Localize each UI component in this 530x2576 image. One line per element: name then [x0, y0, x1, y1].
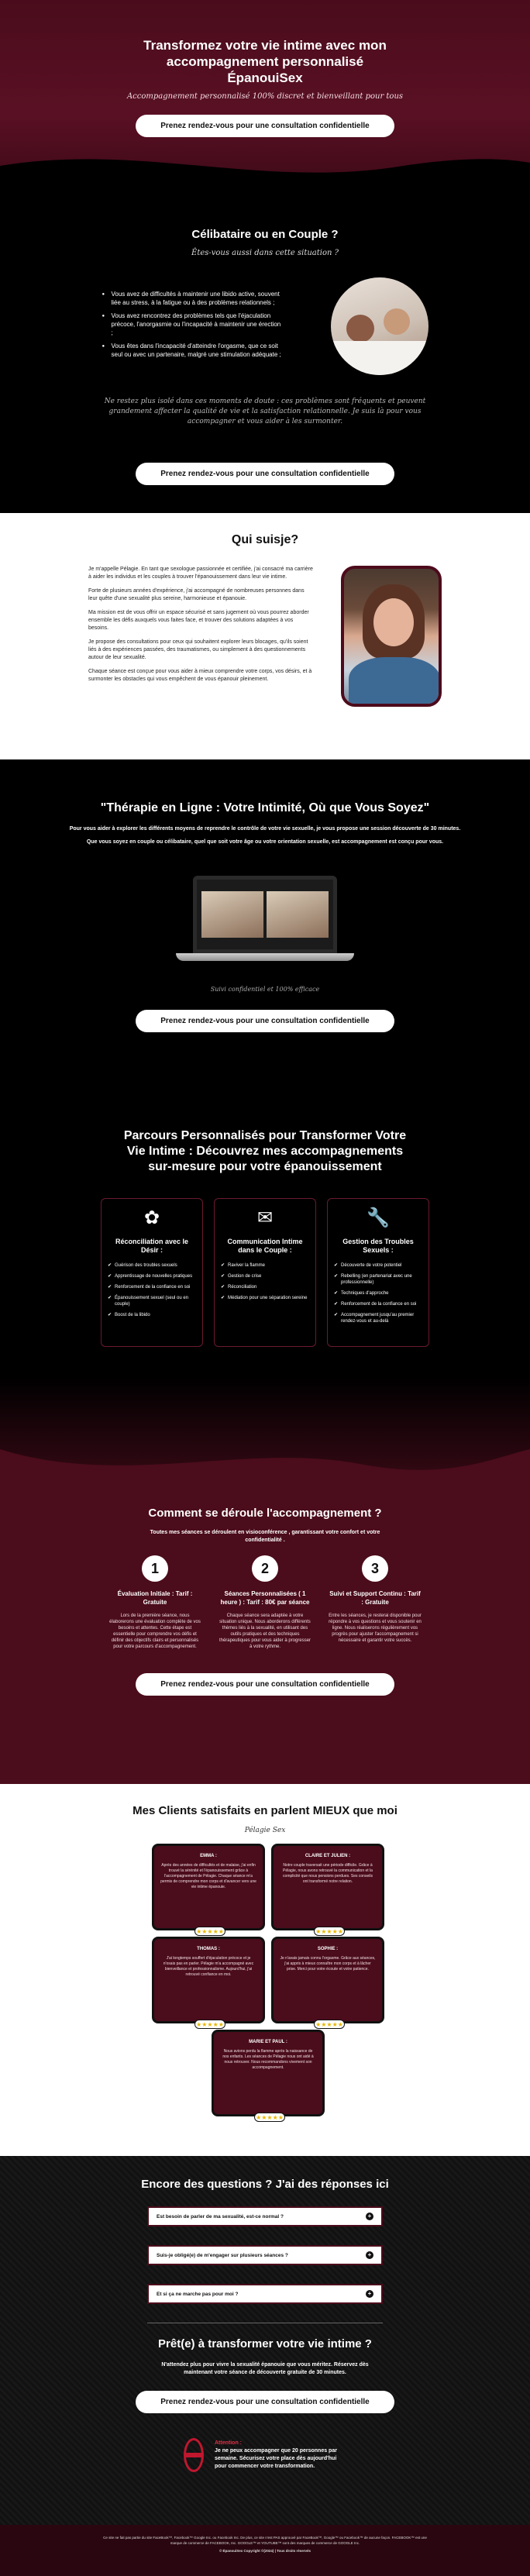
faq-question: Et si ça ne marche pas pour moi ?: [157, 2291, 239, 2297]
process-step: [108, 1555, 201, 1650]
step-number: 2: [252, 1555, 278, 1582]
faq-item[interactable]: [147, 2245, 383, 2265]
programs-section: [0, 1099, 530, 1496]
program-item: ✔ Réconciliation: [221, 1284, 309, 1290]
program-item: ✔ Rebelling (en partenariat avec une professionnelle): [334, 1273, 422, 1286]
process-cta-button[interactable]: Prenez rendez-vous pour une consultation confidentielle: [136, 1673, 394, 1696]
faq-question: Suis-je obligé(e) de m'engager sur plusieurs séances ?: [157, 2252, 288, 2258]
program-item: ✔ Épanouissement sexuel (seul ou en couple): [108, 1295, 196, 1307]
situation-bullet: ● Vous êtes dans l'incapacité d'atteindre l'orgasme, que ce soit seul ou avec un partenaire, malgré une stimulation adéquate ;: [102, 342, 284, 359]
therapist-portrait: [341, 566, 442, 707]
step-number: 1: [142, 1555, 168, 1582]
about-section: [0, 513, 530, 759]
rating-stars: ★★★★★: [194, 2020, 225, 2029]
program-item: ✔ Découverte de votre potentiel: [334, 1262, 422, 1269]
final-cta-button[interactable]: Prenez rendez-vous pour une consultation confidentielle: [136, 2391, 394, 2413]
testimonial-name: SOPHIE :: [317, 1947, 339, 1951]
situation-bullet: ● Vous avez rencontrez des problèmes tels que l'éjaculation précoce, l'anorgasmie ou l'incapacité à maintenir une érection ;: [102, 312, 284, 337]
footer: [0, 2525, 530, 2576]
program-card: [214, 1198, 316, 1347]
testimonial-name: CLAIRE ET JULIEN :: [305, 1854, 351, 1858]
process-section: [0, 1496, 530, 1784]
testimonials-title: Mes Clients satisfaits en parlent MIEUX que moi: [132, 1804, 398, 1817]
process-intro: Toutes mes séances se déroulent en visioconférence , garantissant votre confort et votre confidentialité .: [150, 1530, 380, 1543]
step-title: Séances Personnalisées ( 1 heure ) : Tarif : 80€ par séance: [220, 1590, 310, 1606]
testimonial-text: J'ai longtemps souffert d'éjaculation précoce et je n'osais pas en parler. Pélagie m'a accompagné avec bienveillance et professionnalisme. Aujourd'hui, j'ai retrouvé confiance en moi.: [163, 1956, 254, 1977]
program-item: ✔ Renforcement de la confiance en soi: [108, 1284, 196, 1290]
footer-disclaimer: Ce site ne fait pas partie du site FaceBook™, Facebook™ Google Inc. ou Facebook Inc. De plus, ce site n'est PAS approuvé par FaceBook™, Google™ ou Facebook™ de aucune façon. FACEBOOK™ est une marque de commerce de FACEBOOK, Inc. GOOGLE™ et YOUTUBE™ sont des marques de commerce de GOOGLE Inc.: [103, 2536, 427, 2545]
online-therapy-title: "Thérapie en Ligne : Votre Intimité, Où que Vous Soyez": [100, 801, 430, 814]
rating-stars: ★★★★★: [254, 2113, 285, 2122]
online-therapy-section: [0, 759, 530, 1099]
testimonial-text: Après des années de difficultés et de malaise, j'ai enfin trouvé la sérénité et l'épanouissement grâce à l'accompagnement de Pélagie. Chaque séance m'a permis de comprendre mon corps et d'avancer vers une vie intime épanouie.: [160, 1863, 256, 1889]
program-item: ✔ Apprentissage de nouvelles pratiques: [108, 1273, 196, 1279]
process-title: Comment se déroule l'accompagnement ?: [148, 1507, 382, 1520]
plus-icon[interactable]: +: [366, 2213, 373, 2220]
testimonial-text: Je n'avais jamais connu l'orgasme. Grâce aux séances, j'ai appris à mieux connaître mon corps et à lâcher prise. Merci pour votre écoute et votre patience.: [280, 1956, 376, 1972]
no-entry-icon: [184, 2438, 204, 2472]
faq-section: [0, 2156, 530, 2525]
testimonial-card: [212, 2030, 325, 2121]
situation-section: [0, 189, 530, 513]
hero-cta-button[interactable]: Prenez rendez-vous pour une consultation confidentielle: [136, 115, 394, 137]
alert-box: [184, 2438, 346, 2472]
program-card-title: Gestion des Troubles Sexuels :: [342, 1238, 414, 1254]
testimonial-name: MARIE ET PAUL :: [249, 2040, 287, 2044]
testimonial-name: THOMAS :: [197, 1947, 220, 1951]
wrench-icon: 🔧: [367, 1207, 390, 1228]
program-item: ✔ Renforcement de la confiance en soi: [334, 1301, 422, 1307]
situation-bullet: ● Vous avez de difficultés à maintenir une libido active, souvent liée au stress, à la fatigue ou à des problèmes relationnels ;: [102, 290, 284, 307]
hero-section: [0, 0, 530, 189]
alert-title: Attention :: [215, 2440, 242, 2446]
ready-title: Prêt(e) à transformer votre vie intime ?: [158, 2337, 372, 2350]
program-item: ✔ Boost de la libido: [108, 1312, 196, 1318]
couple-photo: [331, 277, 428, 375]
online-therapy-cta-button[interactable]: Prenez rendez-vous pour une consultation confidentielle: [136, 1010, 394, 1032]
hero-subtitle: Accompagnement personnalisé 100% discret et bienveillant pour tous: [126, 92, 404, 101]
footer-copyright: © ÉpanouiSex Copyright ©(2024) | Tous droits réservés: [219, 2549, 311, 2553]
testimonial-card: [152, 1937, 265, 2028]
program-item: ✔ Gestion de crise: [221, 1273, 309, 1279]
rating-stars: ★★★★★: [314, 1927, 345, 1936]
about-paragraph: Je m'appelle Pélagie. En tant que sexologue passionnée et certifiée, j'ai consacré ma carrière à aider les individus et les couples à trouver l'épanouissement dans leur vie intime.: [88, 567, 313, 580]
about-paragraph: Je propose des consultations pour ceux qui souhaitent explorer leurs blocages, qu'ils soient liés à des expériences passées, des traumatismes, ou simplement à des questionnements autour de leur sexualité.: [88, 639, 308, 660]
programs-wave: [0, 1434, 530, 1496]
program-item: ✔ Raviver la flamme: [221, 1262, 309, 1269]
testimonial-card: [152, 1844, 265, 1935]
faq-title: Encore des questions ? J'ai des réponses ici: [141, 2178, 389, 2191]
online-therapy-note: Suivi confidentiel et 100% efficace: [210, 986, 320, 993]
step-number: 3: [362, 1555, 388, 1582]
testimonial-text: Nous avions perdu la flamme après la naissance de nos enfants. Les séances de Pélagie nous ont aidé à nous retrouver. Nous recommandons vivement son accompagnement.: [222, 2049, 314, 2070]
testimonial-card: [271, 1844, 384, 1935]
faq-item[interactable]: [147, 2284, 383, 2304]
about-paragraph: Chaque séance est conçue pour vous aider à mieux comprendre votre corps, vos désirs, et à surmonter les obstacles qui vous empêchent de vous épanouir pleinement.: [88, 669, 312, 682]
rating-stars: ★★★★★: [314, 2020, 345, 2029]
situation-question: Êtes-vous aussi dans cette situation ?: [191, 249, 339, 257]
process-step: [329, 1555, 422, 1650]
testimonials-section: [0, 1784, 530, 2156]
program-card-title: Réconciliation avec le Désir :: [115, 1238, 189, 1254]
process-step: [219, 1555, 311, 1650]
program-item: ✔ Médiation pour une séparation sereine: [221, 1295, 309, 1301]
faq-question: Est besoin de parler de ma sexualité, est-ce normal ?: [157, 2213, 284, 2220]
step-text: Entre les séances, je resterai disponible pour répondre à vos questions et vous soutenir en ligne. Nous réaliserons régulièrement vos progrès pour ajuster l'accompagnement si nécessaire et garantir votre succès.: [329, 1613, 422, 1643]
testimonial-card: [271, 1937, 384, 2028]
online-therapy-text: Que vous soyez en couple ou célibataire, quel que soit votre âge ou votre orientation sexuelle, est accompagnement est conçu pour vous.: [86, 839, 444, 845]
hero-title: Transformez votre vie intime avec mon accompagnement personnalisé ÉpanouiSex: [143, 38, 387, 85]
rating-stars: ★★★★★: [194, 1927, 225, 1936]
about-text: [88, 566, 313, 707]
step-text: Lors de la première séance, nous élaborerons une évaluation complète de vos besoins et attentes. Cette étape est essentielle pour comprendre vos défis et définir des objectifs clairs et personnalisés pour votre parcours d'accompagnement.: [109, 1613, 201, 1649]
about-paragraph: Ma mission est de vous offrir un espace sécurisé et sans jugement où vous pourrez aborder ensemble les défis auxquels vous faites face, et trouver des solutions adaptées à vos besoins.: [88, 610, 309, 631]
hero-wave: [0, 143, 530, 189]
program-card: [327, 1198, 429, 1347]
step-title: Évaluation Initiale : Tarif : Gratuite: [117, 1590, 193, 1606]
program-item: ✔ Guérison des troubles sexuels: [108, 1262, 196, 1269]
ready-text: N'attendez plus pour vivre la sexualité épanouie que vous méritez. Réservez dès maintenant votre séance de découverte gratuite de 30 minutes.: [161, 2362, 369, 2375]
program-card: [101, 1198, 203, 1347]
situation-title: Célibataire ou en Couple ?: [191, 228, 339, 241]
about-paragraph: Forte de plusieurs années d'expérience, j'ai accompagné de nombreuses personnes dans leur quête d'une sexualité plus sereine, harmonieuse et épanouie.: [88, 588, 305, 601]
situation-list: [102, 290, 284, 363]
program-item: ✔ Techniques d'approche: [334, 1290, 422, 1297]
faq-item[interactable]: [147, 2206, 383, 2226]
program-card-title: Communication Intime dans le Couple :: [227, 1238, 303, 1254]
chat-icon: ✉: [256, 1207, 274, 1228]
step-title: Suivi et Support Continu : Tarif : Gratuite: [329, 1590, 421, 1606]
plus-icon[interactable]: +: [366, 2290, 373, 2298]
situation-cta-button[interactable]: Prenez rendez-vous pour une consultation confidentielle: [136, 463, 394, 485]
about-title: Qui suisje?: [231, 533, 299, 546]
program-item: ✔ Accompagnement jusqu'au premier rendez-vous et au-delà: [334, 1312, 422, 1324]
signature: Pélagie Sex: [244, 1827, 286, 1834]
plus-icon[interactable]: +: [366, 2251, 373, 2259]
programs-title: Parcours Personnalisés pour Transformer Votre Vie Intime : Découvrez mes accompagnements sur-mesure pour votre épanouissement: [123, 1129, 407, 1173]
rose-icon: ✿: [143, 1207, 160, 1228]
testimonial-name: EMMA :: [200, 1854, 217, 1858]
laptop-image: [176, 876, 354, 961]
online-therapy-text: Pour vous aider à explorer les différents moyens de reprendre le contrôle de votre vie sexuelle, je vous propose une session découverte de 30 minutes.: [69, 826, 461, 832]
alert-text: Je ne peux accompagner que 20 personnes par semaine. Sécurisez votre place dès aujourd'hui pour commencer votre transformation.: [215, 2448, 337, 2469]
step-text: Chaque séance sera adaptée à votre situation unique. Nous aborderons différents thèmes liés à la sexualité, en utilisant des outils pratiques et des techniques thérapeutiques pour vous aider à progresser à votre rythme.: [219, 1613, 311, 1649]
situation-quote: Ne restez plus isolé dans ces moments de doute : ces problèmes sont fréquents et peuvent grandement affecter la qualité de vie et la satisfaction relationnelle. Je suis là pour vous accompagner et vous aider à les surmonter.: [104, 398, 426, 425]
testimonial-text: Notre couple traversait une période difficile. Grâce à Pélagie, nous avons retrouvé la communication et la complicité que nous pensions perdues. Ses conseils ont transformé notre relation.: [283, 1863, 373, 1884]
